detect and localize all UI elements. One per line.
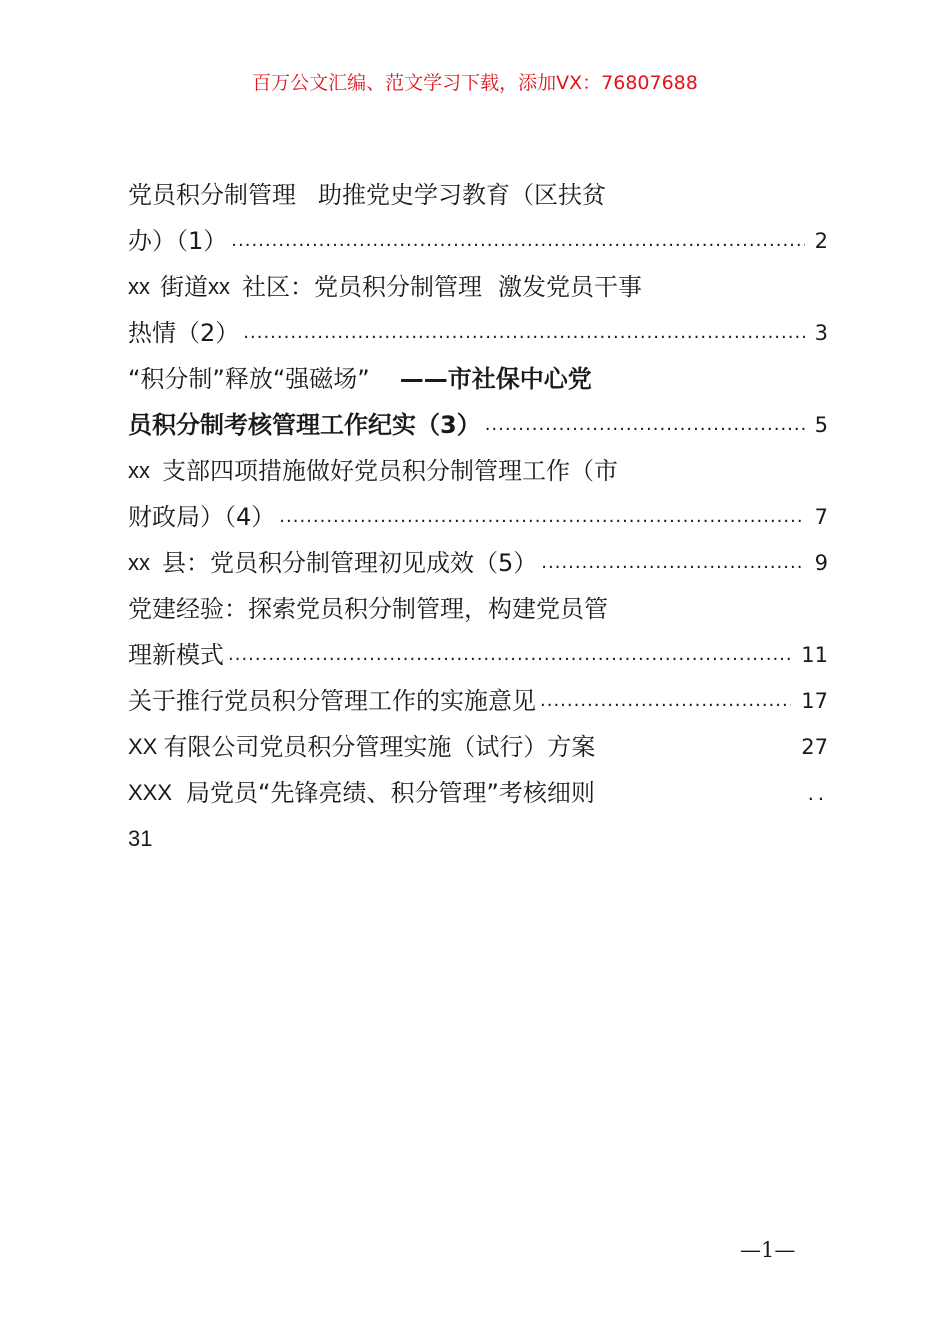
toc-leader-dots bbox=[541, 540, 804, 586]
toc-page-number: 11 bbox=[801, 643, 828, 667]
toc-entry-title-part: ——市社保中心党 bbox=[399, 365, 592, 393]
toc-line-2[interactable] bbox=[128, 218, 828, 264]
toc-entry-title-part: 办）（1） bbox=[128, 227, 228, 255]
toc-entry-title-part: xx bbox=[208, 274, 230, 299]
toc-leader-dots bbox=[243, 310, 804, 356]
toc-entry-title-part: 社区：党员积分制管理 bbox=[242, 273, 482, 301]
toc-line-9[interactable] bbox=[128, 540, 828, 586]
toc-entry-title-part: 支部四项措施做好党员积分制管理工作（市 bbox=[162, 457, 618, 485]
toc-page-number: 3 bbox=[814, 321, 828, 345]
toc-line-1[interactable] bbox=[128, 172, 828, 218]
toc-line-12[interactable] bbox=[128, 678, 828, 724]
toc-entry-title-part: xx bbox=[128, 550, 150, 575]
toc-line-5[interactable] bbox=[128, 356, 828, 402]
toc-entry-title-part: 助推党史学习教育（区扶贫 bbox=[318, 181, 606, 209]
toc-line-4[interactable] bbox=[128, 310, 828, 356]
toc-leader-dots bbox=[485, 402, 805, 448]
toc-line-7[interactable] bbox=[128, 448, 828, 494]
toc-entry-title-part: xx bbox=[128, 458, 150, 483]
page-number-footer: —1— bbox=[740, 1238, 796, 1262]
watermark-header: 百万公文汇编、范文学习下载，添加VX：76807688 bbox=[252, 72, 698, 94]
toc-entry-title-part: 街道 bbox=[160, 273, 208, 301]
toc-entry-title-part: XXX bbox=[128, 780, 173, 805]
toc-entry-title-part: 党员积分制管理 bbox=[128, 181, 296, 209]
toc-entry-title-part: xx bbox=[128, 274, 150, 299]
toc-line-11[interactable] bbox=[128, 632, 828, 678]
toc-page-number: 9 bbox=[814, 551, 828, 575]
toc-line-10[interactable] bbox=[128, 586, 828, 632]
toc-leader-dots: .. bbox=[807, 780, 828, 805]
toc-leader-dots bbox=[540, 678, 791, 724]
toc-line-8[interactable] bbox=[128, 494, 828, 540]
toc-entry-title-part: 财政局）（4） bbox=[128, 503, 276, 531]
toc-page-number: 2 bbox=[814, 229, 828, 253]
toc-entry-title-part: 局党员“先锋亮绩、积分管理”考核细则 bbox=[186, 779, 595, 807]
toc-entry-title-part: XX bbox=[128, 734, 158, 759]
toc-entry-title-part: 党建经验：探索党员积分制管理，构建党员管 bbox=[128, 595, 608, 623]
toc-leader-dots bbox=[279, 494, 804, 540]
toc-entry-title-part: 员积分制考核管理工作纪实（3） bbox=[128, 411, 481, 439]
toc-page-number: 27 bbox=[801, 735, 828, 759]
toc-entry-title-part: 县：党员积分制管理初见成效（5） bbox=[162, 549, 538, 577]
toc-line-14[interactable] bbox=[128, 770, 828, 816]
toc-page-number: 5 bbox=[814, 413, 828, 437]
toc-entry-title-part: “积分制”释放“强磁场” bbox=[128, 365, 370, 393]
toc-entry-title-part: 关于推行党员积分管理工作的实施意见 bbox=[128, 687, 536, 715]
toc-line-15[interactable] bbox=[128, 816, 828, 862]
toc-leader-dots bbox=[231, 218, 804, 264]
toc-page-number: 7 bbox=[814, 505, 828, 529]
table-of-contents bbox=[128, 172, 828, 862]
toc-line-3[interactable] bbox=[128, 264, 828, 310]
toc-leader-dots bbox=[228, 632, 791, 678]
toc-entry-title-part: 激发党员干事 bbox=[498, 273, 642, 301]
toc-line-6[interactable] bbox=[128, 402, 828, 448]
toc-entry-title-part: 热情（2） bbox=[128, 319, 240, 347]
toc-page-number: 31 bbox=[128, 826, 153, 851]
toc-line-13[interactable] bbox=[128, 724, 828, 770]
toc-entry-title-part: 理新模式 bbox=[128, 641, 224, 669]
toc-page-number: 17 bbox=[801, 689, 828, 713]
toc-entry-title-part: 有限公司党员积分管理实施（试行）方案 bbox=[163, 733, 596, 761]
